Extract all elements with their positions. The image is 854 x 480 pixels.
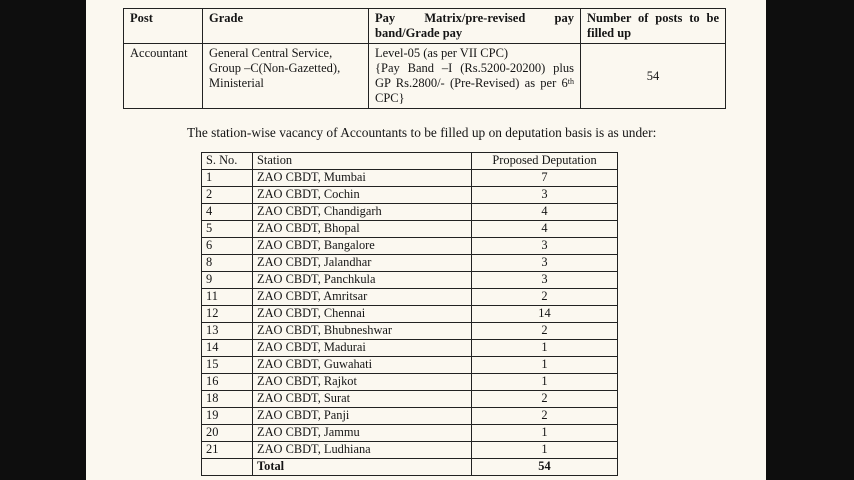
table-row — [202, 272, 618, 289]
cell-sno: 18 — [202, 391, 253, 408]
post-details-table — [123, 8, 726, 109]
post-table-header-row — [124, 9, 726, 44]
table-row — [202, 187, 618, 204]
cell-sno: 11 — [202, 289, 253, 306]
pay-band-text: {Pay Band –I (Rs.5200-20200) plus GP Rs.2800/- (Pre-Revised) as per 6 — [375, 61, 574, 90]
cell-station: ZAO CBDT, Guwahati — [253, 357, 472, 374]
cell-sno: 5 — [202, 221, 253, 238]
table-row — [202, 306, 618, 323]
cell-sno: 20 — [202, 425, 253, 442]
table-row — [202, 408, 618, 425]
cell-station: ZAO CBDT, Panchkula — [253, 272, 472, 289]
table-row — [202, 340, 618, 357]
cell-deputation: 1 — [472, 357, 618, 374]
cell-sno: 1 — [202, 170, 253, 187]
cell-deputation: 4 — [472, 221, 618, 238]
cell-sno: 2 — [202, 187, 253, 204]
header-grade: Grade — [203, 9, 369, 44]
cell-sno: 8 — [202, 255, 253, 272]
cell-deputation: 2 — [472, 408, 618, 425]
table-row — [202, 323, 618, 340]
total-blank — [202, 459, 253, 476]
cell-sno: 21 — [202, 442, 253, 459]
total-label: Total — [253, 459, 472, 476]
table-row — [202, 221, 618, 238]
cell-deputation: 1 — [472, 425, 618, 442]
cell-sno: 13 — [202, 323, 253, 340]
header-pay: Pay Matrix/pre-revised pay band/Grade pay — [369, 9, 581, 44]
cell-station: ZAO CBDT, Chandigarh — [253, 204, 472, 221]
total-row — [202, 459, 618, 476]
cell-station: ZAO CBDT, Jalandhar — [253, 255, 472, 272]
header-station: Station — [253, 153, 472, 170]
table-row — [202, 204, 618, 221]
total-value: 54 — [472, 459, 618, 476]
cell-sno: 9 — [202, 272, 253, 289]
cell-station: ZAO CBDT, Mumbai — [253, 170, 472, 187]
cell-deputation: 3 — [472, 272, 618, 289]
cell-station: ZAO CBDT, Surat — [253, 391, 472, 408]
cell-sno: 12 — [202, 306, 253, 323]
cell-deputation: 4 — [472, 204, 618, 221]
cell-station: ZAO CBDT, Amritsar — [253, 289, 472, 306]
cell-station: ZAO CBDT, Jammu — [253, 425, 472, 442]
cell-deputation: 7 — [472, 170, 618, 187]
right-dark-border — [766, 0, 854, 480]
pay-band — [375, 61, 574, 106]
cell-station: ZAO CBDT, Panji — [253, 408, 472, 425]
cell-deputation: 1 — [472, 374, 618, 391]
cell-station: ZAO CBDT, Bangalore — [253, 238, 472, 255]
cell-station: ZAO CBDT, Ludhiana — [253, 442, 472, 459]
table-row — [202, 289, 618, 306]
cell-deputation: 2 — [472, 323, 618, 340]
table-row — [202, 391, 618, 408]
vacancy-header-row — [202, 153, 618, 170]
cell-sno: 16 — [202, 374, 253, 391]
cell-deputation: 2 — [472, 391, 618, 408]
cell-sno: 6 — [202, 238, 253, 255]
cell-station: ZAO CBDT, Madurai — [253, 340, 472, 357]
header-number-of-posts: Number of posts to be filled up — [581, 9, 726, 44]
table-row — [202, 238, 618, 255]
post-table-row — [124, 44, 726, 109]
cell-deputation: 3 — [472, 187, 618, 204]
table-row — [202, 374, 618, 391]
table-row — [202, 442, 618, 459]
cell-post: Accountant — [124, 44, 203, 109]
cell-deputation: 3 — [472, 238, 618, 255]
pay-band-end: CPC} — [375, 91, 405, 105]
cell-station: ZAO CBDT, Chennai — [253, 306, 472, 323]
cell-sno: 15 — [202, 357, 253, 374]
cell-sno: 19 — [202, 408, 253, 425]
table-row — [202, 255, 618, 272]
cell-station: ZAO CBDT, Bhopal — [253, 221, 472, 238]
cell-deputation: 1 — [472, 340, 618, 357]
cell-sno: 14 — [202, 340, 253, 357]
cell-pay — [369, 44, 581, 109]
vacancy-table-body — [202, 170, 618, 459]
header-sno: S. No. — [202, 153, 253, 170]
left-dark-border — [0, 0, 86, 480]
cell-deputation: 14 — [472, 306, 618, 323]
cell-deputation: 2 — [472, 289, 618, 306]
cell-station: ZAO CBDT, Rajkot — [253, 374, 472, 391]
cell-station: ZAO CBDT, Cochin — [253, 187, 472, 204]
intro-paragraph: The station-wise vacancy of Accountants to be filled up on deputation basis is as under: — [187, 125, 657, 140]
cell-number-of-posts: 54 — [581, 44, 726, 109]
cell-grade: General Central Service, Group –C(Non-Gazetted), Ministerial — [203, 44, 369, 109]
table-row — [202, 425, 618, 442]
header-post: Post — [124, 9, 203, 44]
cell-station: ZAO CBDT, Bhubneshwar — [253, 323, 472, 340]
document-page — [86, 0, 766, 480]
cell-deputation: 3 — [472, 255, 618, 272]
cell-sno: 4 — [202, 204, 253, 221]
table-row — [202, 170, 618, 187]
header-deputation: Proposed Deputation — [472, 153, 618, 170]
cell-deputation: 1 — [472, 442, 618, 459]
table-row — [202, 357, 618, 374]
vacancy-table — [201, 152, 618, 476]
pay-band-superscript: th — [567, 77, 574, 86]
pay-level: Level-05 (as per VII CPC) — [375, 46, 509, 60]
